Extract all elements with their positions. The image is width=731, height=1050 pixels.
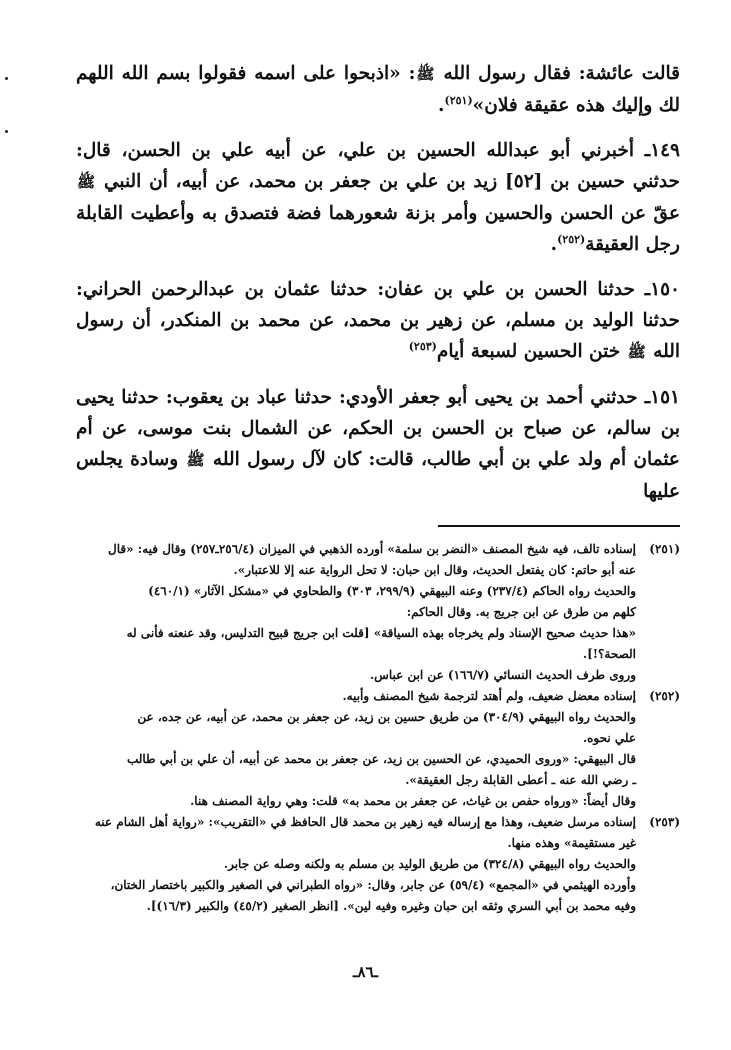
main-paragraph-4: [76, 382, 680, 507]
salutation-glyph: ﷺ: [416, 65, 435, 83]
text-segment: .: [438, 95, 445, 116]
text-segment: حدثنا الحسن بن علي بن عفان: حدثنا عثمان بن عبدالرحمن الحراني: حدثنا الوليد بن مسلم، عن زهير بن محمد، عن محمد بن المنكدر، أن رسول الله: [76, 279, 680, 362]
main-paragraph-1: [76, 58, 680, 121]
page-body: [76, 58, 680, 998]
footnote-line: وفيه محمد بن أبي السري وثقه ابن حبان وغيره وفيه لين». [انظر الصغير (٤٥/٢) والكبير (١٦/٣)].: [146, 899, 636, 913]
footnote-line: والحديث رواه الحاكم (٢٣٧/٤) وعنه البيهقي (٢٩٩/٩، ٣٠٣) والطحاوي في «مشكل الآثار» (٤٦٠/١): [148, 584, 636, 598]
footnote-line: إسناده مرسل ضعيف، وهذا مع إرساله فيه زهير بن محمد قال الحافظ في «التقريب»: «رواية أهل الشام عنه: [94, 815, 636, 829]
footnote-line: قال البيهقي: «وروى الحميدي، عن الحسين بن زيد، عن جعفر بن محمد عن أبيه، أن علي بن أبي طالب: [126, 752, 636, 766]
footnote-line: غير مستقيمة» وهذه منها.: [507, 836, 636, 850]
footnote-line: والحديث رواه البيهقي (٣٠٤/٩) من طريق حسين بن زيد، عن جعفر بن محمد، عن أبيه، عن جده، عن: [137, 710, 636, 724]
text-segment: عقّ عن الحسن والحسين وأمر بزنة شعورهما فضة فتصدق به وأعطيت القابلة رجل العقيقة: [76, 203, 680, 255]
footnote-line: «هذا حديث صحيح الإسناد ولم يخرجاه بهذه السياقة» [قلت ابن جريج قبيح التدليس، وقد عنعنه فأنى له: [126, 626, 636, 640]
text-segment: : «اذبحوا على اسمه فقولوا بسم الله اللهم لك وإليك هذه عقيقة فلان»: [76, 63, 680, 116]
footnote-reference[interactable]: (٢٥١): [444, 93, 473, 107]
hadith-number: ١٥٠ـ: [644, 279, 680, 300]
footnote-line: الصحة؟!].: [582, 647, 636, 661]
margin-mark: [5, 130, 8, 133]
footnote-separator: [438, 525, 680, 527]
footnote-253: [76, 812, 680, 917]
salutation-glyph: ﷺ: [186, 451, 205, 469]
footnote-line: وروى طرف الحديث النسائي (١٦٦/٧) عن ابن عباس.: [370, 668, 636, 682]
text-segment: قالت عائشة: فقال رسول الله: [443, 63, 680, 84]
footnote-line: إسناده معضل ضعيف، ولم أهتد لترجمة شيخ المصنف وأبيه.: [342, 689, 636, 703]
footnote-line: وقال أيضاً: «ورواه حفص بن غياث، عن جعفر بن محمد به» قلت: وهي رواية المصنف هنا.: [190, 794, 636, 808]
text-segment: أخبرني أبو عبدالله الحسين بن علي، عن أبيه علي بن الحسن، قال: حدثني حسين بن [٥٢] زيد بن علي بن جعفر بن محمد، عن أبيه، أن النبي: [76, 140, 680, 192]
hadith-number: ١٤٩ـ: [644, 140, 680, 161]
main-paragraph-2: [76, 135, 680, 260]
hadith-number: ١٥١ـ: [644, 387, 680, 408]
page-number: ـ٨٦ـ: [353, 963, 378, 981]
footnote-number: (٢٥١): [649, 542, 680, 556]
text-segment: .: [550, 234, 558, 255]
text-segment: وسادة يجلس عليها: [76, 449, 680, 502]
salutation-glyph: ﷺ: [77, 173, 96, 191]
footnote-number: (٢٥٣): [649, 815, 680, 829]
footnote-line: وأورده الهيثمي في «المجمع» (٥٩/٤) عن جابر، وقال: «رواه الطبراني في الصغير والكبير باختصار الختان،: [110, 878, 636, 892]
footnote-line: كلهم من طرق عن ابن جريج به. وقال الحاكم:: [406, 605, 636, 619]
footnote-252: [76, 686, 680, 812]
footnote-251: [76, 539, 680, 686]
footnotes: [76, 539, 680, 917]
footnote-reference[interactable]: (٢٥٣): [408, 339, 437, 353]
footnote-line: إسناده تالف، فيه شيخ المصنف «النضر بن سلمة» أورده الذهبي في الميزان (٢٥٦/٤ـ٢٥٧) وقال فيه: «قال: [108, 542, 636, 556]
footnote-number: (٢٥٢): [649, 689, 680, 703]
footnote-reference[interactable]: (٢٥٢): [557, 232, 586, 246]
footnote-line: ـ رضي الله عنه ـ أعطى القابلة رجل العقيقة».: [405, 773, 636, 787]
footnote-line: والحديث رواه البيهقي (٣٢٤/٨) من طريق الوليد بن مسلم به ولكنه وصله عن جابر.: [223, 857, 636, 871]
text-segment: ختن الحسين لسبعة أيام: [436, 341, 621, 362]
text-segment: حدثني أحمد بن يحيى أبو جعفر الأودي: حدثنا عباد بن يعقوب: حدثنا يحيى بن سالم، عن صباح بن الحسن بن الحكم، عن الشمال بنت موسى، عن أم عثمان أم ولد علي بن أبي طالب، قالت: كان لآل رسول الله: [76, 387, 680, 470]
margin-mark: [5, 77, 8, 80]
salutation-glyph: ﷺ: [627, 343, 646, 361]
main-paragraph-3: [76, 274, 680, 368]
footnote-line: عنه أبو حاتم: كان يفتعل الحديث، وقال ابن حبان: لا تحل الرواية عنه إلا للاعتبار».: [233, 563, 636, 577]
footnote-line: علي نحوه.: [582, 731, 636, 745]
